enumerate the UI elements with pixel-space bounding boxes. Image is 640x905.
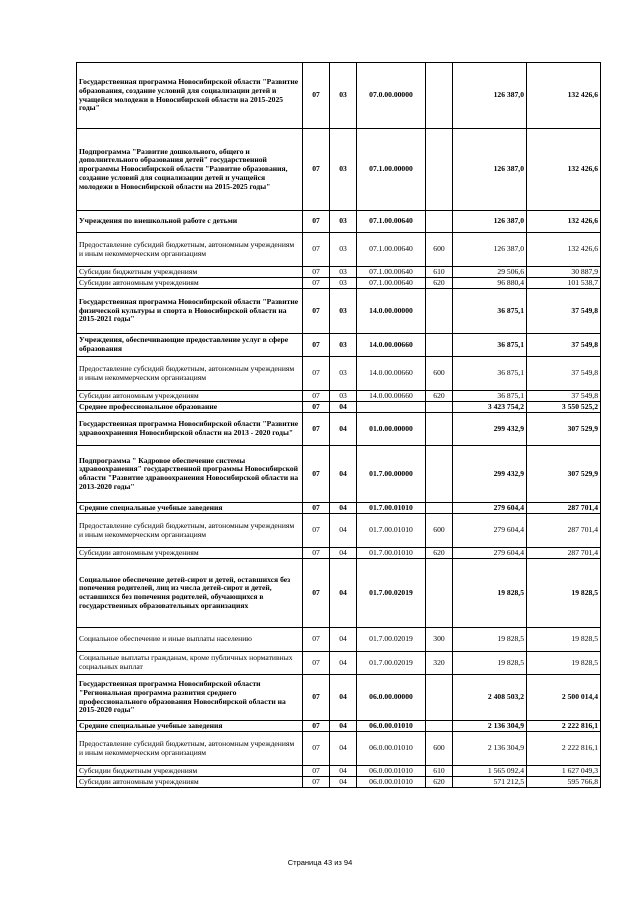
section-code-cell: 07	[303, 63, 330, 129]
table-row	[77, 63, 601, 129]
amount-year1-cell: 29 506,6	[453, 267, 527, 278]
table-row	[77, 129, 601, 211]
table-row	[77, 732, 601, 766]
amount-year1-cell: 3 423 754,2	[453, 402, 527, 413]
amount-year2-cell: 132 426,6	[527, 63, 601, 129]
row-name-cell: Субсидии автономным учреждениям	[77, 548, 303, 559]
page-footer	[0, 858, 640, 867]
target-article-cell: 07.1.00.00640	[357, 233, 426, 267]
expense-type-cell: 300	[426, 628, 453, 652]
expense-type-cell: 620	[426, 278, 453, 289]
subsection-code-cell: 04	[330, 446, 357, 503]
amount-year1-cell: 36 875,1	[453, 334, 527, 357]
row-name-cell: Государственная программа Новосибирской области "Развитие образования, создание условий для социализации детей и учащейся молодежи в Новосибирской области на 2015-2025 годы"	[77, 63, 303, 129]
target-article-cell: 01.7.00.02019	[357, 628, 426, 652]
subsection-code-cell: 03	[330, 63, 357, 129]
subsection-code-cell: 04	[330, 766, 357, 777]
row-name-cell: Подпрограмма " Кадровое обеспечение системы здравоохранения" государственной программы Новосибирской области "Развитие здравоохранения Новосибирской области на 2013-2020 годы"	[77, 446, 303, 503]
amount-year1-cell: 2 136 304,9	[453, 732, 527, 766]
amount-year2-cell: 132 426,6	[527, 233, 601, 267]
row-name-cell: Среднее профессиональное образование	[77, 402, 303, 413]
section-code-cell: 07	[303, 391, 330, 402]
subsection-code-cell: 04	[330, 503, 357, 514]
subsection-code-cell: 04	[330, 514, 357, 548]
target-article-cell: 06.0.00.01010	[357, 777, 426, 788]
table-row	[77, 391, 601, 402]
target-article-cell: 14.0.00.00660	[357, 391, 426, 402]
target-article-cell	[357, 402, 426, 413]
table-row	[77, 548, 601, 559]
row-name-cell: Государственная программа Новосибирской области "Развитие физической культуры и спорта в Новосибирской области на 2015-2021 годы"	[77, 289, 303, 334]
expense-type-cell	[426, 211, 453, 233]
section-code-cell: 07	[303, 129, 330, 211]
expense-type-cell: 610	[426, 267, 453, 278]
amount-year1-cell: 19 828,5	[453, 628, 527, 652]
amount-year1-cell: 299 432,9	[453, 446, 527, 503]
amount-year1-cell: 279 604,4	[453, 514, 527, 548]
expense-type-cell	[426, 129, 453, 211]
amount-year1-cell: 36 875,1	[453, 289, 527, 334]
section-code-cell: 07	[303, 503, 330, 514]
table-row	[77, 777, 601, 788]
subsection-code-cell: 04	[330, 628, 357, 652]
target-article-cell: 14.0.00.00660	[357, 357, 426, 391]
section-code-cell: 07	[303, 289, 330, 334]
subsection-code-cell: 03	[330, 267, 357, 278]
row-name-cell: Государственная программа Новосибирской области "Региональная программа развития среднего профессионального образования Новосибирской области на 2015-2020 годы"	[77, 675, 303, 721]
section-code-cell: 07	[303, 628, 330, 652]
row-name-cell: Субсидии бюджетным учреждениям	[77, 766, 303, 777]
amount-year1-cell: 571 212,5	[453, 777, 527, 788]
amount-year1-cell: 1 565 092,4	[453, 766, 527, 777]
amount-year2-cell: 287 701,4	[527, 548, 601, 559]
subsection-code-cell: 04	[330, 675, 357, 721]
amount-year1-cell: 279 604,4	[453, 548, 527, 559]
table-row	[77, 413, 601, 446]
row-name-cell: Предоставление субсидий бюджетным, автономным учреждениям и иным некоммерческим организациям	[77, 357, 303, 391]
subsection-code-cell: 04	[330, 721, 357, 732]
expense-type-cell	[426, 721, 453, 732]
row-name-cell: Подпрограмма "Развитие дошкольного, общего и дополнительного образования детей" государственной программы Новосибирской области "Развитие образования, создание условий для социализации детей и учащейся молодежи в Новосибирской области на 2015-2025 годы"	[77, 129, 303, 211]
subsection-code-cell: 04	[330, 413, 357, 446]
subsection-code-cell: 03	[330, 278, 357, 289]
amount-year2-cell: 287 701,4	[527, 514, 601, 548]
row-name-cell: Средние специальные учебные заведения	[77, 721, 303, 732]
expense-type-cell	[426, 675, 453, 721]
target-article-cell: 01.7.00.01010	[357, 503, 426, 514]
target-article-cell: 07.1.00.00640	[357, 267, 426, 278]
amount-year2-cell: 37 549,8	[527, 289, 601, 334]
table-row	[77, 357, 601, 391]
section-code-cell: 07	[303, 357, 330, 391]
target-article-cell: 07.1.00.00640	[357, 278, 426, 289]
amount-year1-cell: 299 432,9	[453, 413, 527, 446]
subsection-code-cell: 04	[330, 559, 357, 628]
expense-type-cell: 320	[426, 652, 453, 675]
expense-type-cell: 610	[426, 766, 453, 777]
table-row	[77, 652, 601, 675]
expense-type-cell	[426, 413, 453, 446]
row-name-cell: Социальное обеспечение детей-сирот и детей, оставшихся без попечения родителей, лиц из числа детей-сирот и детей, оставшихся без попечения родителей, обучающихся в государственных образовательных организациях	[77, 559, 303, 628]
section-code-cell: 07	[303, 559, 330, 628]
expense-type-cell: 620	[426, 548, 453, 559]
target-article-cell: 01.7.00.00000	[357, 446, 426, 503]
row-name-cell: Субсидии автономным учреждениям	[77, 777, 303, 788]
expense-type-cell	[426, 503, 453, 514]
expense-type-cell	[426, 63, 453, 129]
target-article-cell: 06.0.00.01010	[357, 732, 426, 766]
subsection-code-cell: 03	[330, 334, 357, 357]
table-row	[77, 334, 601, 357]
section-code-cell: 07	[303, 334, 330, 357]
expense-type-cell: 600	[426, 514, 453, 548]
section-code-cell: 07	[303, 233, 330, 267]
section-code-cell: 07	[303, 267, 330, 278]
section-code-cell: 07	[303, 766, 330, 777]
row-name-cell: Учреждения, обеспечивающие предоставление услуг в сфере образования	[77, 334, 303, 357]
section-code-cell: 07	[303, 446, 330, 503]
amount-year2-cell: 37 549,8	[527, 357, 601, 391]
expense-type-cell: 620	[426, 777, 453, 788]
row-name-cell: Средние специальные учебные заведения	[77, 503, 303, 514]
section-code-cell: 07	[303, 211, 330, 233]
amount-year2-cell: 19 828,5	[527, 628, 601, 652]
amount-year2-cell: 37 549,8	[527, 391, 601, 402]
expense-type-cell	[426, 402, 453, 413]
amount-year2-cell: 307 529,9	[527, 446, 601, 503]
subsection-code-cell: 04	[330, 652, 357, 675]
amount-year2-cell: 2 222 816,1	[527, 721, 601, 732]
expense-type-cell	[426, 289, 453, 334]
target-article-cell: 06.0.00.01010	[357, 721, 426, 732]
amount-year2-cell: 595 766,8	[527, 777, 601, 788]
table-row	[77, 514, 601, 548]
subsection-code-cell: 04	[330, 402, 357, 413]
target-article-cell: 06.0.00.01010	[357, 766, 426, 777]
target-article-cell: 07.1.00.00640	[357, 211, 426, 233]
table-row	[77, 628, 601, 652]
row-name-cell: Социальные выплаты гражданам, кроме публичных нормативных социальных выплат	[77, 652, 303, 675]
row-name-cell: Предоставление субсидий бюджетным, автономным учреждениям и иным некоммерческим организациям	[77, 732, 303, 766]
amount-year1-cell: 2 136 304,9	[453, 721, 527, 732]
subsection-code-cell: 03	[330, 357, 357, 391]
amount-year1-cell: 126 387,0	[453, 129, 527, 211]
target-article-cell: 01.0.00.00000	[357, 413, 426, 446]
table-row	[77, 278, 601, 289]
row-name-cell: Субсидии автономным учреждениям	[77, 278, 303, 289]
target-article-cell: 06.0.00.00000	[357, 675, 426, 721]
amount-year2-cell: 19 828,5	[527, 559, 601, 628]
amount-year1-cell: 126 387,0	[453, 211, 527, 233]
expense-type-cell: 600	[426, 233, 453, 267]
table-row	[77, 233, 601, 267]
subsection-code-cell: 04	[330, 777, 357, 788]
section-code-cell: 07	[303, 675, 330, 721]
target-article-cell: 01.7.00.01010	[357, 548, 426, 559]
target-article-cell: 01.7.00.02019	[357, 559, 426, 628]
amount-year1-cell: 279 604,4	[453, 503, 527, 514]
row-name-cell: Предоставление субсидий бюджетным, автономным учреждениям и иным некоммерческим организациям	[77, 233, 303, 267]
subsection-code-cell: 03	[330, 129, 357, 211]
section-code-cell: 07	[303, 732, 330, 766]
target-article-cell: 14.0.00.00000	[357, 289, 426, 334]
amount-year2-cell: 287 701,4	[527, 503, 601, 514]
subsection-code-cell: 03	[330, 211, 357, 233]
amount-year2-cell: 1 627 049,3	[527, 766, 601, 777]
amount-year2-cell: 307 529,9	[527, 413, 601, 446]
subsection-code-cell: 04	[330, 732, 357, 766]
expense-type-cell: 600	[426, 357, 453, 391]
table-row	[77, 675, 601, 721]
subsection-code-cell: 03	[330, 391, 357, 402]
amount-year2-cell: 2 500 014,4	[527, 675, 601, 721]
page-number-label: Страница 43 из 94	[287, 858, 353, 867]
amount-year2-cell: 37 549,8	[527, 334, 601, 357]
amount-year1-cell: 96 880,4	[453, 278, 527, 289]
section-code-cell: 07	[303, 652, 330, 675]
amount-year2-cell: 19 828,5	[527, 652, 601, 675]
expense-type-cell: 600	[426, 732, 453, 766]
section-code-cell: 07	[303, 514, 330, 548]
expense-type-cell	[426, 559, 453, 628]
target-article-cell: 01.7.00.02019	[357, 652, 426, 675]
target-article-cell: 07.1.00.00000	[357, 129, 426, 211]
budget-table	[76, 62, 601, 788]
amount-year2-cell: 101 538,7	[527, 278, 601, 289]
table-row	[77, 766, 601, 777]
amount-year2-cell: 3 550 525,2	[527, 402, 601, 413]
section-code-cell: 07	[303, 721, 330, 732]
amount-year1-cell: 126 387,0	[453, 233, 527, 267]
amount-year1-cell: 36 875,1	[453, 357, 527, 391]
section-code-cell: 07	[303, 413, 330, 446]
amount-year1-cell: 36 875,1	[453, 391, 527, 402]
table-row	[77, 402, 601, 413]
table-row	[77, 559, 601, 628]
amount-year1-cell: 2 408 503,2	[453, 675, 527, 721]
target-article-cell: 07.0.00.00000	[357, 63, 426, 129]
table-row	[77, 289, 601, 334]
table-row	[77, 446, 601, 503]
amount-year1-cell: 19 828,5	[453, 652, 527, 675]
amount-year1-cell: 19 828,5	[453, 559, 527, 628]
subsection-code-cell: 04	[330, 548, 357, 559]
expense-type-cell	[426, 446, 453, 503]
amount-year2-cell: 2 222 816,1	[527, 732, 601, 766]
section-code-cell: 07	[303, 777, 330, 788]
amount-year2-cell: 132 426,6	[527, 129, 601, 211]
target-article-cell: 14.0.00.00660	[357, 334, 426, 357]
section-code-cell: 07	[303, 548, 330, 559]
amount-year2-cell: 30 887,9	[527, 267, 601, 278]
row-name-cell: Государственная программа Новосибирской области "Развитие здравоохранения Новосибирской области на 2013 - 2020 годы"	[77, 413, 303, 446]
target-article-cell: 01.7.00.01010	[357, 514, 426, 548]
table-body	[77, 63, 601, 788]
row-name-cell: Субсидии бюджетным учреждениям	[77, 267, 303, 278]
row-name-cell: Социальное обеспечение и иные выплаты населению	[77, 628, 303, 652]
expense-type-cell	[426, 334, 453, 357]
subsection-code-cell: 03	[330, 289, 357, 334]
table-row	[77, 503, 601, 514]
table-row	[77, 721, 601, 732]
table-row	[77, 267, 601, 278]
table-row	[77, 211, 601, 233]
amount-year1-cell: 126 387,0	[453, 63, 527, 129]
row-name-cell: Учреждения по внешкольной работе с детьми	[77, 211, 303, 233]
section-code-cell: 07	[303, 402, 330, 413]
row-name-cell: Предоставление субсидий бюджетным, автономным учреждениям и иным некоммерческим организациям	[77, 514, 303, 548]
expense-type-cell: 620	[426, 391, 453, 402]
amount-year2-cell: 132 426,6	[527, 211, 601, 233]
row-name-cell: Субсидии автономным учреждениям	[77, 391, 303, 402]
subsection-code-cell: 03	[330, 233, 357, 267]
section-code-cell: 07	[303, 278, 330, 289]
